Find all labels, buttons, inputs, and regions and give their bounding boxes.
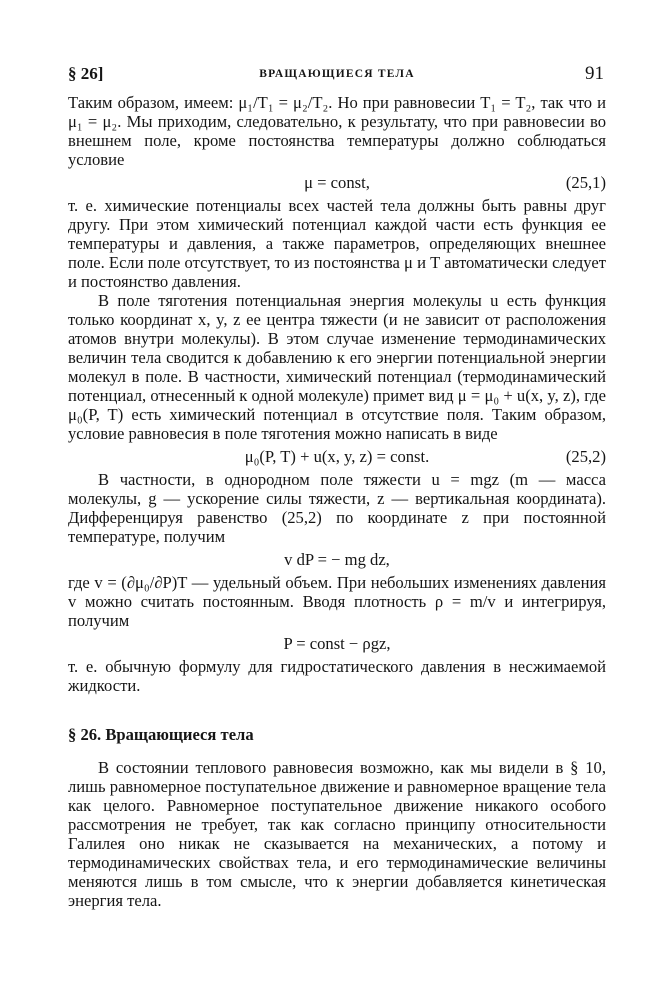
- equation-25-2: [68, 443, 606, 470]
- equation-vdp: [68, 546, 606, 573]
- equation-expression: μ = const,: [304, 173, 370, 192]
- paragraph: т. е. химические потенциалы всех частей тела должны быть равны друг другу. При этом химический потенциал каждой части есть функция ее температуры и давления, а также параметров, определяющих внешнее поле. Если поле отсутствует, то из постоянства μ и T автоматически следует и постоянство давления.: [68, 196, 606, 291]
- equation-number: (25,1): [565, 173, 606, 192]
- paragraph: В частности, в однородном поле тяжести u = mgz (m — масса молекулы, g — ускорение силы тяжести, z — вертикальная координата). Дифференцируя равенство (25,2) по координате z при постоянной температуре, получим: [68, 470, 606, 546]
- equation-pressure: [68, 630, 606, 657]
- header-running-title: ВРАЩАЮЩИЕСЯ ТЕЛА: [259, 68, 415, 80]
- equation-expression: v dP = − mg dz,: [284, 550, 390, 569]
- equation-number: (25,2): [565, 447, 606, 466]
- paragraph: Таким образом, имеем: μ₁/T₁ = μ₂/T₂. Но при равновесии T₁ = T₂, так что и μ₁ = μ₂. Мы приходим, следовательно, к результату, что при равновесии во внешнем поле, кроме постоянства температуры должно соблюдаться условие: [68, 93, 606, 169]
- page-number: 91: [585, 63, 604, 84]
- running-header: [68, 58, 606, 88]
- equation-25-1: [68, 169, 606, 196]
- book-page: [68, 58, 606, 910]
- section-heading: § 26. Вращающиеся тела: [68, 725, 254, 744]
- paragraph: т. е. обычную формулу для гидростатического давления в несжимаемой жидкости.: [68, 657, 606, 695]
- header-section-ref: § 26]: [68, 64, 104, 83]
- equation-expression: P = const − ρgz,: [283, 634, 391, 653]
- paragraph: где v = (∂μ₀/∂P)T — удельный объем. При небольших изменениях давления v можно считать постоянным. Вводя плотность ρ = m/v и интегрируя, получим: [68, 573, 606, 630]
- equation-expression: μ₀(P, T) + u(x, y, z) = const.: [244, 447, 430, 466]
- paragraph: В состоянии теплового равновесия возможно, как мы видели в § 10, лишь равномерное поступательное движение и равномерное вращение тела как целого. Равномерное поступательное движение никакого особого рассмотрения не требует, так как согласно принципу относительности Галилея оно никак не сказывается на механических, а потому и термодинамических свойствах тела, и его термодинамические величины меняются лишь в том смысле, что к энергии добавляется кинетическая энергия тела.: [68, 758, 606, 910]
- paragraph: В поле тяготения потенциальная энергия молекулы u есть функция только координат x, y, z ее центра тяжести (и не зависит от расположения атомов внутри молекулы). В этом случае изменение термодинамических величин тела сводится к добавлению к его энергии потенциальной энергии молекул в поле. В частности, химический потенциал (термодинамический потенциал, отнесенный к одной молекуле) примет вид μ = μ₀ + u(x, y, z), где μ₀(P, T) есть химический потенциал в отсутствие поля. Таким образом, условие равновесия в поле тяготения можно написать в виде: [68, 291, 606, 443]
